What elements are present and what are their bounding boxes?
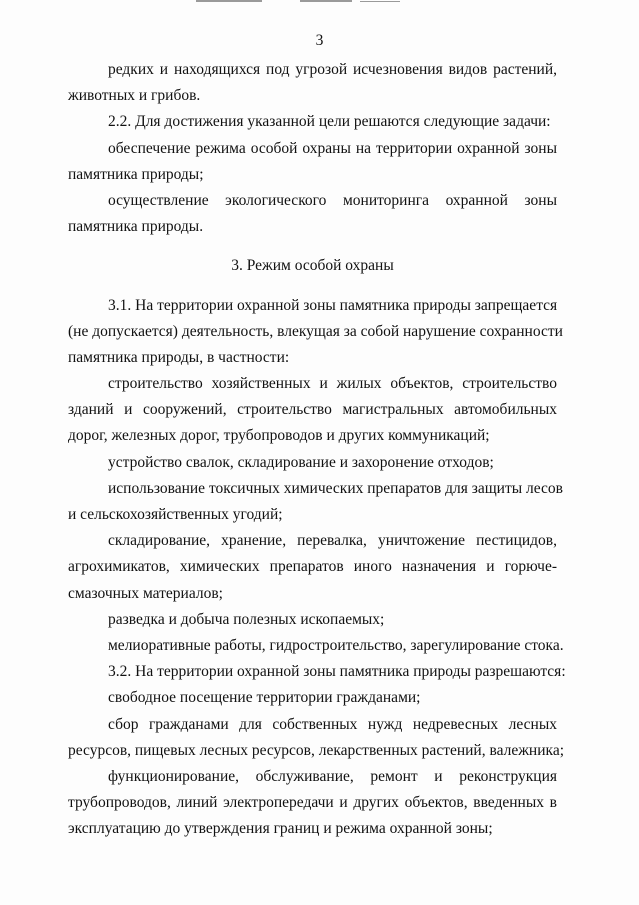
text-line: мелиоративные работы, гидростроительство, зарегулирование стока. — [108, 636, 564, 654]
paragraph-gap — [68, 280, 557, 293]
text-line: сбор гражданами для собственных нужд недревесных лесных — [108, 715, 557, 733]
scan-artifact — [300, 0, 352, 2]
text-line: 2.2. Для достижения указанной цели решаются следующие задачи: — [108, 113, 551, 131]
text-line: обеспечение режима особой охраны на территории охранной зоны — [108, 139, 557, 157]
paragraph-gap — [68, 240, 557, 253]
text-line: памятника природы; — [68, 165, 204, 183]
text-line: осуществление экологического мониторинга охранной зоны — [108, 191, 557, 209]
scan-artifact — [196, 0, 262, 2]
text-line: складирование, хранение, перевалка, уничтожение пестицидов, — [108, 532, 557, 550]
text-line: использование токсичных химических препаратов для защиты лесов — [108, 479, 563, 497]
text-line: ресурсов, пищевых лесных ресурсов, лекарственных растений, валежника; — [68, 741, 565, 759]
text-line: и сельскохозяйственных угодий; — [68, 506, 283, 523]
text-line: трубопроводов, линий электропередачи и других объектов, введенных в — [68, 794, 557, 812]
scan-artifact — [360, 1, 400, 2]
text-line: 3.1. На территории охранной зоны памятника природы запрещается — [108, 296, 558, 314]
text-line: 3.2. На территории охранной зоны памятника природы разрешаются: — [108, 663, 566, 681]
text-line: разведка и добыча полезных ископаемых; — [108, 610, 385, 628]
document-body — [68, 57, 566, 842]
section-heading: 3. Режим особой охраны — [231, 257, 394, 275]
text-line: дорог, железных дорог, трубопроводов и других коммуникаций; — [68, 427, 490, 445]
text-line: функционирование, обслуживание, ремонт и реконструкция — [108, 767, 557, 785]
text-line: памятника природы, в частности: — [68, 348, 290, 366]
text-line: зданий и сооружений, строительство магистральных автомобильных — [68, 401, 557, 419]
page-number: 3 — [315, 32, 324, 49]
text-line: редких и находящихся под угрозой исчезновения видов растений, — [108, 61, 557, 78]
text-line: агрохимикатов, химических препаратов иного назначения и горюче- — [68, 558, 557, 576]
text-line: свободное посещение территории гражданами; — [108, 689, 421, 707]
text-line: эксплуатацию до утверждения границ и режима охранной зоны; — [68, 820, 493, 838]
text-line: памятника природы. — [68, 218, 204, 236]
text-line: смазочных материалов; — [68, 584, 223, 602]
text-line: (не допускается) деятельность, влекущая за собой нарушение сохранности — [68, 322, 563, 340]
text-line: устройство свалок, складирование и захоронение отходов; — [108, 453, 494, 471]
text-line: животных и грибов. — [68, 87, 201, 105]
text-line: строительство хозяйственных и жилых объектов, строительство — [108, 375, 557, 393]
